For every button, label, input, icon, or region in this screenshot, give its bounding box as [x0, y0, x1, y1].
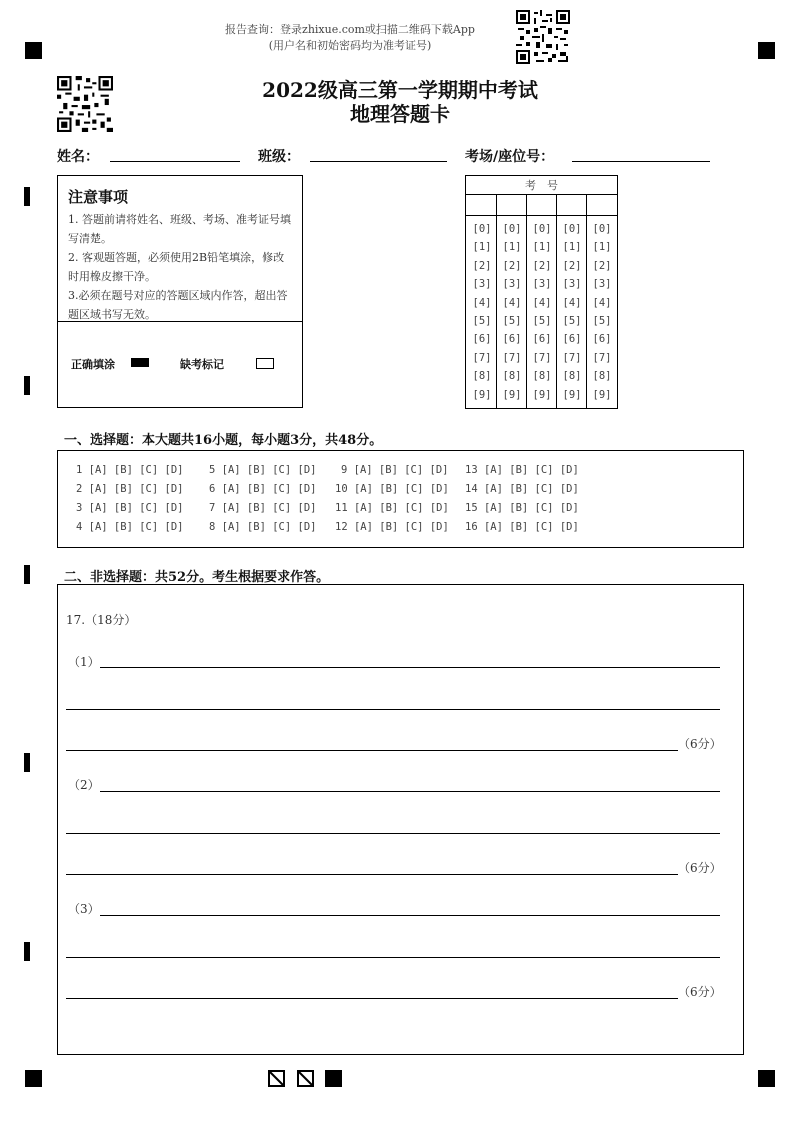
exam-digit-bubble[interactable]: [2]	[532, 259, 552, 272]
exam-digit-bubble[interactable]: [2]	[562, 259, 582, 272]
room-seat-label: 考场/座位号：	[465, 149, 555, 165]
class-field[interactable]	[310, 161, 447, 162]
exam-digit-bubble[interactable]: [6]	[502, 333, 522, 346]
side-mark	[24, 942, 30, 961]
choice-question-4[interactable]: 4 [A] [B] [C] [D]	[76, 521, 184, 533]
choice-question-box	[57, 450, 744, 548]
exam-digit-bubble[interactable]: [0]	[532, 223, 552, 235]
exam-digit-bubble[interactable]: [8]	[532, 370, 552, 383]
exam-digit-bubble[interactable]: [0]	[592, 223, 612, 235]
exam-number-box	[465, 175, 618, 409]
qr-code-icon	[57, 76, 113, 132]
exam-digit-bubble[interactable]: [1]	[592, 241, 612, 254]
cautions-title: 注意事项	[68, 188, 129, 206]
exam-digit-bubble[interactable]: [1]	[502, 241, 522, 254]
choice-question-8[interactable]: 8 [A] [B] [C] [D]	[209, 521, 317, 533]
exam-digit-bubble[interactable]: [8]	[562, 370, 582, 383]
choice-question-3[interactable]: 3 [A] [B] [C] [D]	[76, 502, 184, 514]
exam-digit-bubble[interactable]: [5]	[532, 315, 552, 327]
absent-mark-checkbox[interactable]	[256, 358, 274, 369]
answer-line[interactable]	[66, 957, 720, 958]
caution-item: 2. 客观题答题，必须使用2B铅笔填涂，修改时用橡皮擦干净。	[68, 251, 285, 283]
free-response-box	[57, 584, 744, 1055]
cautions-divider	[58, 321, 302, 322]
caution-item: 1. 答题前请将姓名、班级、考场、准考证号填写清楚。	[68, 213, 291, 245]
exam-digit-bubble[interactable]: [7]	[562, 351, 582, 364]
exam-digit-bubble[interactable]: [4]	[532, 296, 552, 309]
room-seat-field[interactable]	[572, 161, 710, 162]
part-3-score: （6分）	[678, 985, 722, 999]
question-17-label: 17.（18分）	[66, 613, 137, 627]
exam-digit-bubble[interactable]: [3]	[592, 278, 612, 291]
part-1-label: （1）	[68, 655, 100, 669]
exam-digit-bubble[interactable]: [2]	[592, 259, 612, 272]
name-field[interactable]	[110, 161, 240, 162]
side-mark	[24, 753, 30, 772]
exam-digit-bubble[interactable]: [1]	[532, 241, 552, 254]
choice-question-15[interactable]: 15 [A] [B] [C] [D]	[465, 502, 579, 514]
choice-question-10[interactable]: 10 [A] [B] [C] [D]	[335, 483, 449, 495]
section1-title: 一、选择题：本大题共16小题，每小题3分，共48分。	[64, 433, 383, 448]
exam-digit-bubble[interactable]: [2]	[502, 259, 522, 272]
exam-digit-bubble[interactable]: [7]	[472, 351, 492, 364]
exam-digit-bubble[interactable]: [2]	[472, 259, 492, 272]
answer-line[interactable]	[66, 874, 678, 875]
choice-grid	[58, 451, 745, 549]
corner-mark-bottom-left	[25, 1070, 42, 1087]
exam-digit-bubble[interactable]: [9]	[502, 388, 522, 401]
side-mark	[24, 376, 30, 395]
exam-digit-bubble[interactable]: [6]	[592, 333, 612, 346]
side-mark	[24, 187, 30, 206]
page-mark-icon	[297, 1070, 314, 1087]
exam-digit-bubble[interactable]: [0]	[502, 223, 522, 235]
choice-question-14[interactable]: 14 [A] [B] [C] [D]	[465, 483, 579, 495]
exam-digit-bubble[interactable]: [3]	[562, 278, 582, 291]
choice-question-7[interactable]: 7 [A] [B] [C] [D]	[209, 502, 317, 514]
side-mark	[24, 565, 30, 584]
exam-number-input-row	[466, 195, 617, 216]
exam-digit-bubble[interactable]: [9]	[532, 388, 552, 401]
choice-question-2[interactable]: 2 [A] [B] [C] [D]	[76, 483, 184, 495]
correct-fill-label: 正确填涂	[71, 358, 115, 371]
exam-digit-bubble[interactable]: [9]	[592, 388, 612, 401]
exam-digit-bubble[interactable]: [4]	[562, 296, 582, 309]
exam-digit-bubble[interactable]: [4]	[592, 296, 612, 309]
exam-digit-bubble[interactable]: [6]	[472, 333, 492, 346]
absent-mark-label: 缺考标记	[180, 358, 224, 371]
exam-digit-bubble[interactable]: [6]	[562, 333, 582, 346]
answer-line[interactable]	[66, 709, 720, 710]
exam-digit-bubble[interactable]: [1]	[472, 241, 492, 254]
exam-digit-bubble[interactable]: [5]	[502, 315, 522, 327]
exam-number-header: 考 号	[466, 177, 617, 195]
choice-question-12[interactable]: 12 [A] [B] [C] [D]	[335, 521, 449, 533]
exam-digit-bubble[interactable]: [6]	[532, 333, 552, 346]
part-2-label: （2）	[68, 778, 100, 792]
part-1-score: （6分）	[678, 737, 722, 751]
report-notice	[200, 22, 500, 54]
exam-digit-bubble[interactable]: [3]	[472, 278, 492, 291]
section2-title: 二、非选择题：共52分。考生根据要求作答。	[64, 570, 330, 585]
page-mark-solid	[325, 1070, 342, 1087]
exam-digit-bubble[interactable]: [4]	[472, 296, 492, 309]
choice-question-16[interactable]: 16 [A] [B] [C] [D]	[465, 521, 579, 533]
choice-question-6[interactable]: 6 [A] [B] [C] [D]	[209, 483, 317, 495]
exam-title-line1: 2022级高三第一学期期中考试	[262, 78, 538, 102]
choice-question-13[interactable]: 13 [A] [B] [C] [D]	[465, 464, 579, 476]
exam-digit-bubble[interactable]: [5]	[562, 315, 582, 327]
corner-mark-top-left	[25, 42, 42, 59]
exam-title-line2: 地理答题卡	[350, 102, 450, 126]
exam-digit-bubble[interactable]: [8]	[592, 370, 612, 383]
cautions-box	[57, 175, 303, 408]
page-mark-icon	[268, 1070, 285, 1087]
answer-line[interactable]	[66, 998, 678, 999]
exam-digit-bubble[interactable]: [7]	[532, 351, 552, 364]
exam-digit-bubble[interactable]: [7]	[502, 351, 522, 364]
exam-digit-bubble[interactable]: [3]	[502, 278, 522, 291]
exam-digit-bubble[interactable]: [0]	[562, 223, 582, 235]
choice-question-1[interactable]: 1 [A] [B] [C] [D]	[76, 464, 184, 476]
caution-item: 3.必须在题号对应的答题区域内作答，超出答题区域书写无效。	[68, 289, 288, 321]
part-3-label: （3）	[68, 902, 100, 916]
exam-digit-bubble[interactable]: [8]	[502, 370, 522, 383]
exam-digit-bubble[interactable]: [3]	[532, 278, 552, 291]
answer-line[interactable]	[100, 667, 720, 668]
answer-line[interactable]	[66, 750, 678, 751]
answer-line[interactable]	[66, 833, 720, 834]
exam-digit-bubble[interactable]: [9]	[562, 388, 582, 401]
exam-digit-bubble[interactable]: [7]	[592, 351, 612, 364]
exam-digit-bubble[interactable]: [5]	[472, 315, 492, 327]
class-label: 班级：	[258, 149, 300, 165]
choice-question-11[interactable]: 11 [A] [B] [C] [D]	[335, 502, 449, 514]
qr-code-icon	[516, 10, 570, 64]
report-notice-line2: (用户名和初始密码均为准考证号)	[268, 39, 432, 52]
name-label: 姓名：	[57, 149, 99, 165]
report-notice-line1: 报告查询：登录zhixue.com或扫描二维码下载App	[225, 23, 475, 36]
exam-digit-bubble[interactable]: [0]	[472, 223, 492, 235]
corner-mark-top-right	[758, 42, 775, 59]
exam-digit-bubble[interactable]: [5]	[592, 315, 612, 327]
answer-line[interactable]	[100, 791, 720, 792]
exam-digit-bubble[interactable]: [4]	[502, 296, 522, 309]
correct-fill-sample	[131, 358, 149, 367]
exam-digit-bubble[interactable]: [8]	[472, 370, 492, 383]
part-2-score: （6分）	[678, 861, 722, 875]
corner-mark-bottom-right	[758, 1070, 775, 1087]
exam-digit-bubble[interactable]: [1]	[562, 241, 582, 254]
choice-question-5[interactable]: 5 [A] [B] [C] [D]	[209, 464, 317, 476]
exam-digit-bubble[interactable]: [9]	[472, 388, 492, 401]
exam-title	[200, 78, 600, 126]
choice-question-9[interactable]: 9 [A] [B] [C] [D]	[341, 464, 449, 476]
answer-line[interactable]	[100, 915, 720, 916]
